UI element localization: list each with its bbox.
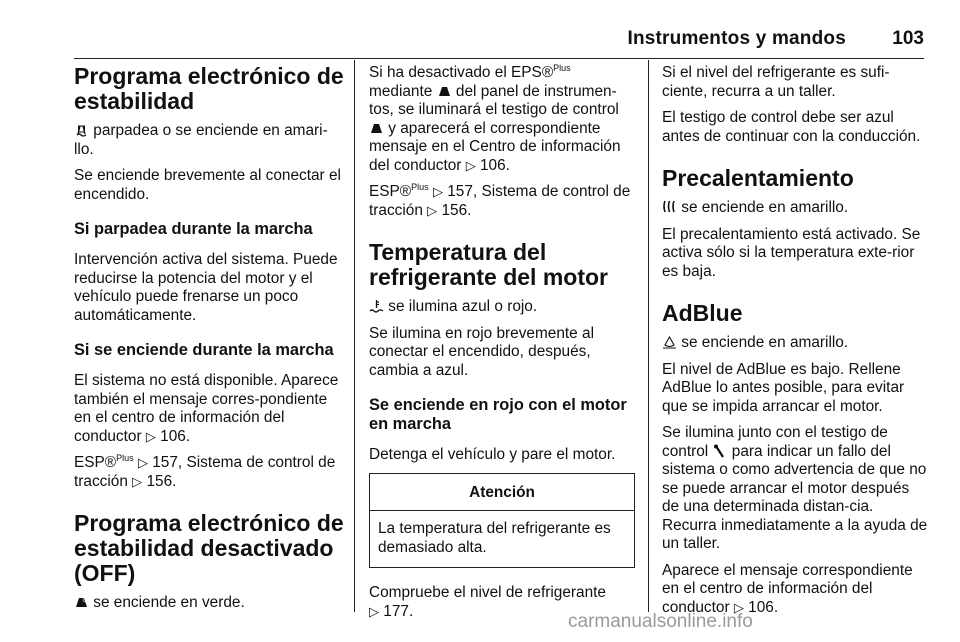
paragraph: Se ilumina en rojo brevemente al conectar el encendido, después, cambia a azul. [369, 324, 594, 379]
esp-off-icon [369, 121, 384, 135]
paragraph: El testigo de control debe ser azul antes de continuar con la conducción. [662, 109, 921, 145]
column-1 [74, 64, 346, 613]
header-rule [74, 58, 924, 59]
warning-box [369, 473, 635, 569]
svg-text:OFF: OFF [82, 598, 93, 604]
paragraph: se enciende en amarillo. [662, 199, 928, 218]
paragraph: Si ha desactivado el EPS®$^{Plus}$ mediante del panel de instrumen-tos, se iluminará el testigo de control y aparecerá el correspondiente mensaje en el Centro de información del conductor ▷ 106. [369, 63, 621, 174]
column-2 [369, 64, 635, 621]
page-number: 103 [892, 28, 924, 49]
preheat-icon [662, 200, 677, 214]
ref-arrow-icon: ▷ [432, 184, 443, 199]
paragraph: Intervención activa del sistema. Puede reducirse la potencia del motor y el vehículo puede frenarse un poco automáticamente. [74, 251, 338, 324]
paragraph: El precalentamiento está activado. Se activa sólo si la temperatura exte-rior es baja. [662, 225, 921, 280]
heading-on: Si se enciende durante la marcha [74, 341, 334, 359]
paragraph: OFF se enciende en verde. [74, 594, 346, 613]
ref-arrow-icon: ▷ [369, 603, 379, 619]
esp-off-icon [74, 595, 93, 609]
heading-adblue: AdBlue [662, 300, 743, 326]
esp-off-icon [437, 84, 452, 98]
section-title: Instrumentos y mandos [627, 28, 846, 49]
warning-title: Atención [370, 474, 634, 512]
paragraph: se enciende en amarillo. [662, 334, 928, 353]
paragraph: El nivel de AdBlue es bajo. Rellene AdBlue lo antes posible, para evitar que se impida arrancar el motor. [662, 360, 905, 415]
paragraph: Compruebe el nivel de refrigerante ▷ 177. [369, 584, 606, 620]
warning-text: La temperatura del refrigerante es demasiado alta. [378, 520, 611, 556]
column-3 [662, 64, 928, 617]
heading-red: Se enciende en rojo con el motor en marcha [369, 396, 627, 433]
paragraph: Aparece el mensaje correspondiente en el centro de información del conductor ▷ 106. [662, 561, 913, 616]
ref-arrow-icon: ▷ [465, 157, 476, 173]
ref-arrow-icon: ▷ [427, 202, 438, 218]
ref-arrow-icon: ▷ [733, 599, 744, 615]
coolant-temp-icon [369, 299, 384, 313]
paragraph: Detenga el vehículo y pare el motor. [369, 446, 616, 463]
heading-esp-off: Programa electrónico de estabilidad desactivado (OFF) [74, 510, 344, 586]
paragraph: El sistema no está disponible. Aparece también el mensaje corres-pondiente en el centro de información del conductor ▷ 106. [74, 372, 339, 445]
page-header [74, 26, 924, 60]
column-divider [354, 60, 355, 612]
adblue-icon [662, 335, 677, 349]
paragraph: se ilumina azul o rojo. [369, 298, 635, 317]
service-icon [712, 444, 727, 458]
esp-icon [74, 123, 89, 137]
watermark: carmanualsonline.info [568, 611, 753, 632]
ref-arrow-icon: ▷ [137, 455, 148, 470]
heading-blink: Si parpadea durante la marcha [74, 220, 313, 238]
paragraph: ESP®$^{Plus}$ ▷ 157, Sistema de control de tracción ▷ 156. [369, 182, 631, 219]
heading-coolant: Temperatura del refrigerante del motor [369, 239, 608, 290]
paragraph: Se ilumina junto con el testigo de control para indicar un fallo del sistema o como advertencia de que no se puede arrancar el motor después de una determinada distan-cia. Recurra inmediatamente a la ayuda de un taller. [662, 424, 928, 552]
ref-arrow-icon: ▷ [132, 473, 143, 489]
paragraph: ESP®$^{Plus}$ ▷ 157, Sistema de control de tracción ▷ 156. [74, 453, 336, 490]
column-divider [648, 60, 649, 612]
heading-esp: Programa electrónico de estabilidad [74, 63, 344, 114]
ref-arrow-icon: ▷ [145, 428, 156, 444]
paragraph: Si el nivel del refrigerante es sufi-ciente, recurra a un taller. [662, 64, 890, 100]
paragraph: Se enciende brevemente al conectar el encendido. [74, 167, 341, 203]
heading-preheat: Precalentamiento [662, 165, 854, 191]
paragraph: parpadea o se enciende en amari-llo. [74, 122, 328, 158]
